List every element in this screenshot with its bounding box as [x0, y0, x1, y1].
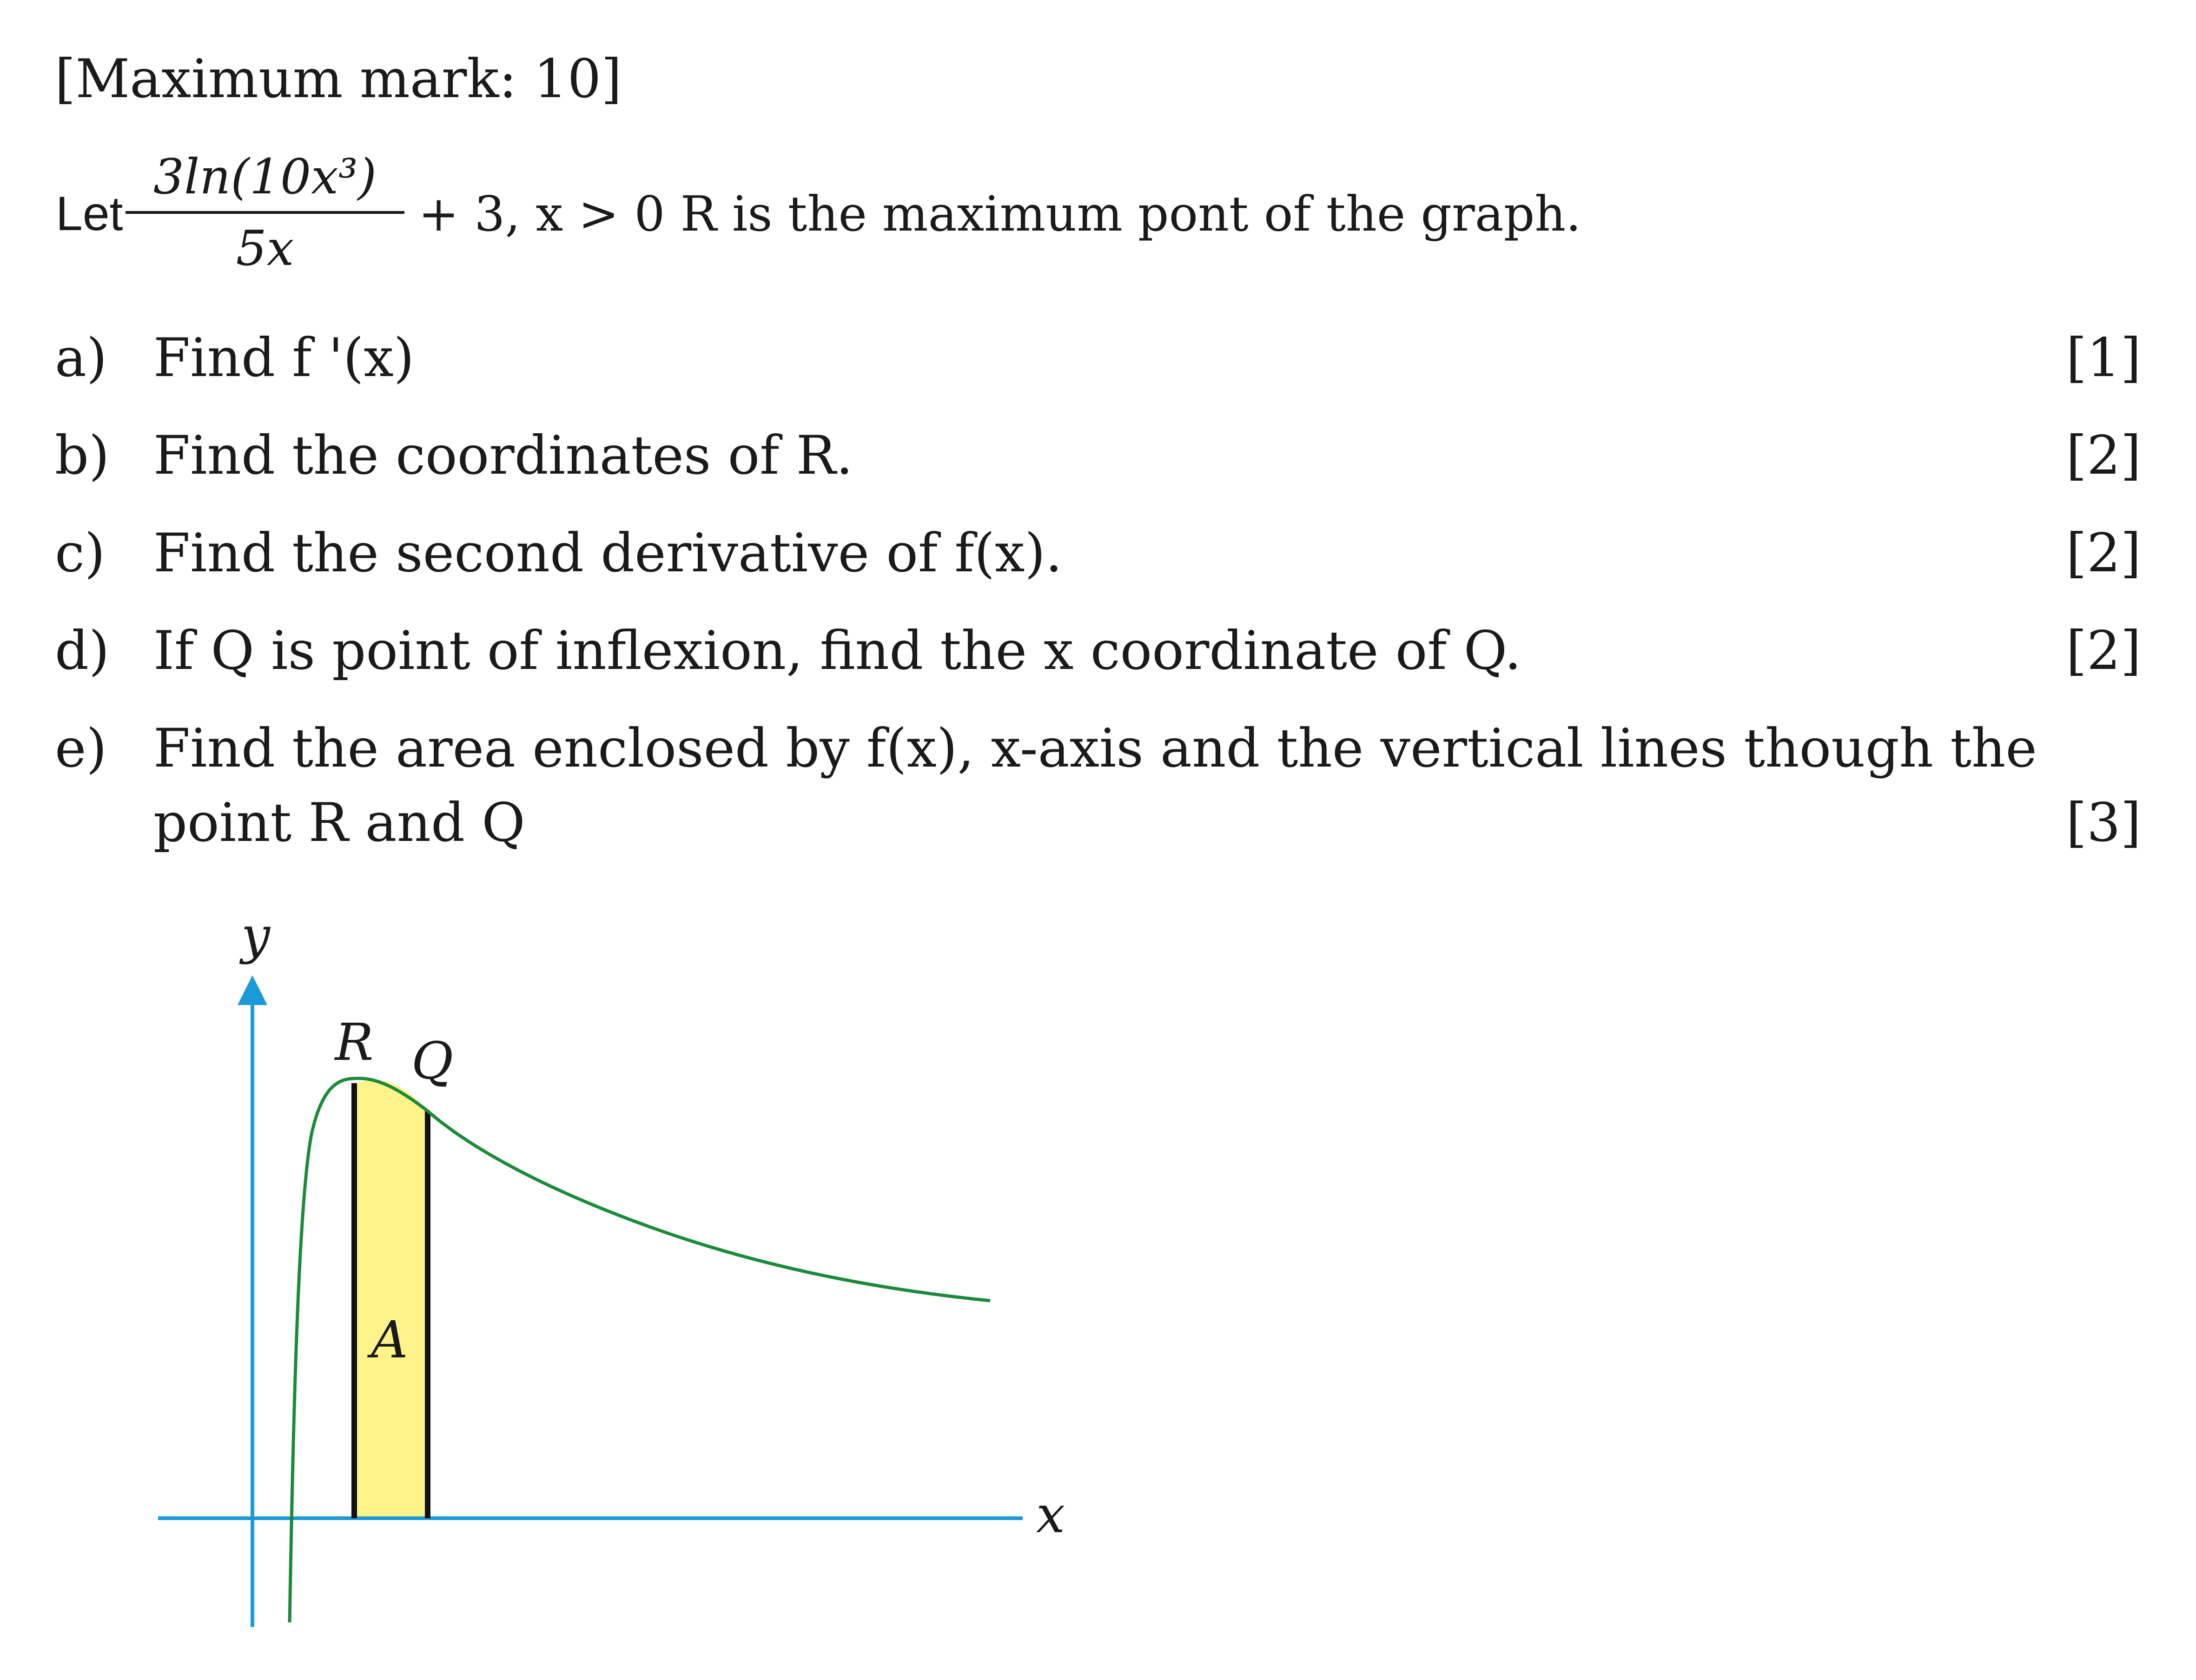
- question-text-continued: point R and Q: [153, 792, 525, 853]
- question-label: a): [55, 327, 107, 389]
- question-text: If Q is point of inflexion, find the x coordinate of Q.: [153, 620, 1521, 681]
- function-graph: [0, 883, 1162, 1673]
- question-text: Find the coordinates of R.: [153, 424, 853, 486]
- x-axis-label: x: [1036, 1485, 1065, 1544]
- question-label: d): [55, 620, 110, 681]
- question-text: Find the second derivative of f(x).: [153, 522, 1063, 584]
- question-label: c): [55, 522, 106, 584]
- question-mark: [3]: [2066, 792, 2141, 853]
- point-r-label: R: [335, 1012, 374, 1072]
- fraction-numerator: 3ln(10x³): [153, 148, 377, 205]
- shaded-area: [354, 1080, 428, 1518]
- question-mark: [2]: [2066, 522, 2141, 584]
- y-axis-label: y: [241, 906, 271, 965]
- question-label: e): [55, 717, 107, 779]
- function-fraction: [126, 149, 404, 276]
- fraction-denominator: 5x: [236, 220, 294, 277]
- point-q-label: Q: [411, 1031, 454, 1091]
- question-mark: [2]: [2066, 620, 2141, 681]
- question-text: Find the area enclosed by f(x), x-axis and the vertical lines though the: [153, 717, 2037, 779]
- let-word: Let: [56, 187, 123, 241]
- fraction-bar: [126, 211, 404, 214]
- question-mark: [2]: [2066, 424, 2141, 486]
- question-mark: [1]: [2066, 327, 2141, 389]
- question-text: Find f '(x): [153, 327, 415, 389]
- function-description: + 3, x > 0 R is the maximum pont of the graph.: [418, 185, 1581, 242]
- max-mark-header: [Maximum mark: 10]: [55, 48, 622, 110]
- question-label: b): [55, 424, 110, 486]
- area-a-label: A: [371, 1310, 408, 1369]
